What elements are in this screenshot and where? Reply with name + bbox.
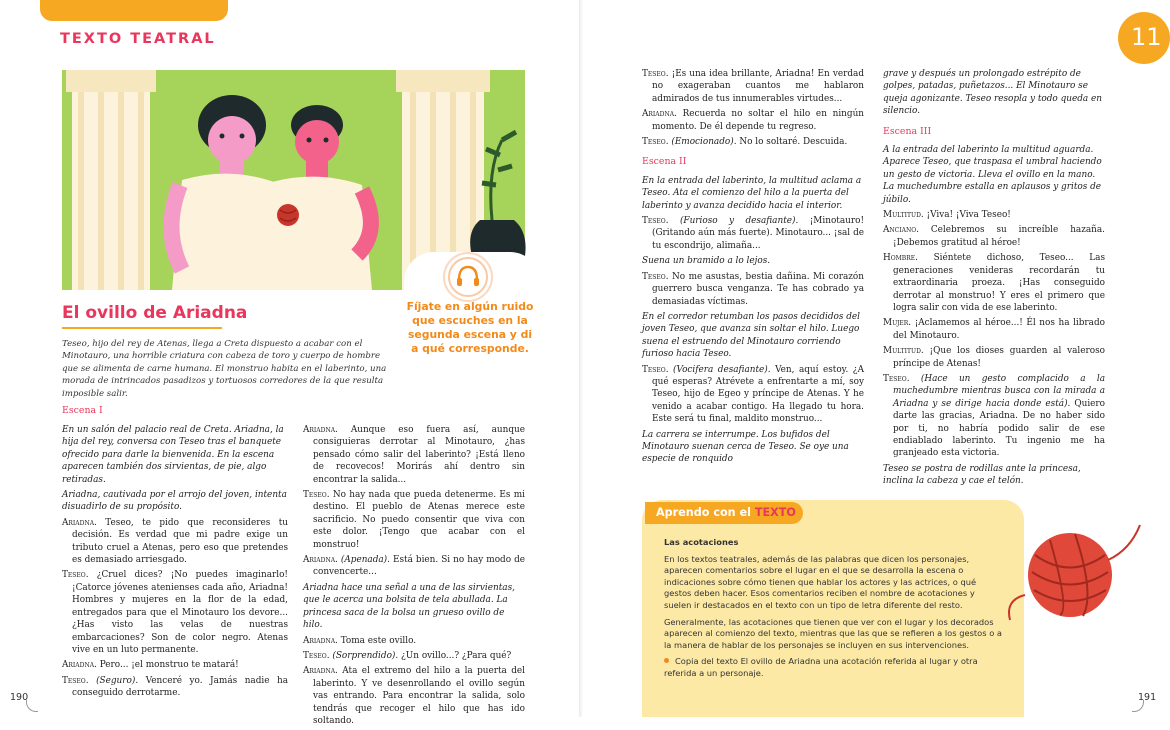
dialogue-text: No hay nada que pueda detenerme. Es mi destino. El pueblo de Atenas merece este sacrificio. No puedo consentir que viva con este dolor. ¡Tengo que acabar con el monstruo! — [313, 490, 525, 550]
stage-direction: A la entrada del laberinto la multitud aguarda. Aparece Teseo, que traspasa el umbral haciendo un gesto de victoria. Lleva el ovillo en la mano. La muchedumbre estalla en aplausos y gritos de júbilo. — [883, 145, 1102, 205]
acotacion-note: (Vocifera desafiante). — [673, 364, 771, 375]
aprendo-label — [656, 506, 796, 519]
aprendo-label-highlight: TEXTO — [754, 506, 796, 519]
dialogue-text: ¡Minotauro! (Gritando aún más fuerte). Minotauro... ¡sal de tu escondrijo, alimaña... — [652, 216, 865, 251]
dialogue-line — [883, 252, 1105, 314]
stage-direction: En el corredor retumban los pasos decididos del joven Teseo, que avanza sin soltar el hilo. Luego suena el estruendo del Minotauro corriendo furioso hacia Teseo. — [642, 311, 861, 360]
dialogue-text: Quiero darte las gracias, Ariadna. De no haber sido por ti, no habría podido salir de ese endiablado laberinto. Tu ingenio me ha granjeado esta victoria. — [893, 398, 1105, 459]
speaker-name: Ariadna. — [303, 635, 338, 646]
top-color-tab — [40, 0, 228, 21]
dialogue-line — [303, 489, 525, 551]
dialogue-line — [883, 317, 1105, 342]
aprendo-body — [664, 537, 1004, 685]
stage-direction: En un salón del palacio real de Creta. Ariadna, la hija del rey, conversa con Teseo tras el banquete ofrecido para darle la bienvenida. En la escena aparecen también dos sirvientas, de pie, algo retiradas. — [62, 425, 284, 485]
text-column-4 — [883, 68, 1105, 491]
stage-direction: La carrera se interrumpe. Los bufidos del Minotauro suenan cerca de Teseo. Se oye una especie de ronquido — [642, 429, 849, 465]
speaker-name: Multitud. — [883, 210, 924, 221]
aprendo-subtitle: Las acotaciones — [664, 537, 739, 547]
aprendo-bullet — [664, 656, 1004, 679]
headphones-badge — [445, 254, 491, 300]
speaker-name: Teseo. — [642, 69, 669, 79]
dialogue-line — [62, 569, 288, 656]
dialogue-text: ¡Es una idea brillante, Ariadna! En verdad no exageraban cuantos me hablaron admirados de tus innumerables virtudes... — [652, 69, 864, 104]
page-number-left: 190 — [10, 692, 29, 703]
dialogue-text: Toma este ovillo. — [340, 635, 417, 646]
dialogue-line — [303, 424, 525, 486]
dialogue-line — [883, 209, 1105, 221]
bullet-icon — [664, 658, 669, 663]
speaker-name: Ariadna. — [62, 517, 97, 528]
stage-direction: En la entrada del laberinto, la multitud aclama a Teseo. Ata el comienzo del hilo a la puerta del laberinto y avanza decidido hacia el interior. — [642, 175, 862, 211]
speaker-name: Multitud. — [883, 346, 924, 357]
acotacion-note: (Hace un gesto complacido a la muchedumbre mientras busca con la mirada a Ariadna y se dirige hacia donde está). — [893, 373, 1105, 409]
speaker-name: Mujer. — [883, 318, 912, 329]
acotacion-note: (Apenada). — [340, 555, 390, 566]
dialogue-text: ¿Cruel dices? ¡No puedes imaginarlo! ¡Catorce jóvenes atenienses cada año, Ariadna! Hombres y mujeres en la flor de la edad, entregados para que el Minotauro los devore... ¿Has visto las velas de nuestras embarcaciones? Son de color negro. Atenas vive en un luto permanente. — [72, 570, 288, 655]
speaker-name: Ariadna. — [303, 666, 338, 677]
dialogue-line — [62, 517, 288, 567]
dialogue-text: Teseo, te pido que reconsideres tu decisión. Es verdad que mi padre exige un tributo cruel a Atenas, pero eso que pretendes es demasiado arriesgado. — [72, 517, 288, 566]
scene-1-heading: Escena I — [62, 405, 103, 416]
speaker-name: Ariadna. — [303, 555, 338, 566]
dialogue-text: Pero... ¡el monstruo te matará! — [99, 660, 239, 671]
stage-direction: Teseo se postra de rodillas ante la princesa, inclina la cabeza y cae el telón. — [883, 463, 1081, 487]
aprendo-bullet-text: Copia del texto El ovillo de Ariadna una acotación referida al lugar y otra referida a un personaje. — [664, 656, 978, 678]
speaker-name: Anciano. — [883, 225, 919, 236]
stage-direction: Ariadna hace una señal a una de las sirvientas, que le acerca una bolsita de tela abullada. La princesa saca de la bolsa un grueso ovillo de hilo. — [303, 582, 515, 631]
dialogue-text: Ata el extremo del hilo a la puerta del laberinto. Y ve desenrollando el ovillo según vas entrando. Para encontrar la salida, solo tendrás que recoger el hilo que has ido soltando. — [313, 666, 525, 726]
dialogue-line — [62, 659, 288, 671]
headphones-icon — [445, 254, 491, 300]
dialogue-line — [883, 373, 1105, 460]
dialogue-text: Venceré yo. Jamás nadie ha conseguido derrotarme. — [72, 675, 289, 699]
stage-direction: Ariadna, cautivada por el arrojo del joven, intenta disuadirlo de su propósito. — [62, 490, 287, 513]
acotacion-note: (Emocionado). — [671, 137, 737, 148]
page-number-right: 191 — [1138, 692, 1157, 703]
dialogue-line — [303, 554, 525, 579]
story-intro: Teseo, hijo del rey de Atenas, llega a Creta dispuesto a acabar con el Minotauro, una horrible criatura con cabeza de toro y cuerpo de hombre que se alimenta de carne humana. El monstruo habita en el laberinto, una morada de intrincados pasadizos y tortuosos corredores de la que resulta imposible salir. — [62, 339, 387, 399]
dialogue-text: ¡Aclamemos al héroe...! Él nos ha librado del Minotauro. — [893, 318, 1105, 341]
speaker-name: Teseo. — [642, 271, 669, 282]
stage-direction: Suena un bramido a lo lejos. — [642, 256, 771, 267]
dialogue-line — [303, 650, 525, 662]
dialogue-line — [642, 136, 864, 148]
scene-heading: Escena III — [883, 125, 932, 137]
dialogue-text: Aunque eso fuera así, aunque consiguieras derrotar al Minotauro, ¿has pensado cómo salir del laberinto? ¡Está lleno de recovecos! Morirás ahí dentro sin encontrar la salida... — [313, 425, 525, 485]
dialogue-text: ¿Un ovillo...? ¿Para qué? — [401, 650, 512, 661]
dialogue-text: Recuerda no soltar el hilo en ningún momento. De él depende tu regreso. — [652, 109, 864, 132]
acotacion-note: (Sorprendido). — [332, 650, 399, 661]
title-underline — [62, 327, 222, 329]
speaker-name: Teseo. — [303, 490, 330, 501]
speaker-name: Teseo. — [62, 570, 89, 581]
dialogue-line — [642, 364, 864, 426]
tip-text: Fíjate en algún ruido que escuches en la segunda escena y di a qué corresponde. — [406, 300, 534, 355]
speaker-name: Ariadna. — [642, 109, 677, 120]
dialogue-text: Está bien. Si no hay modo de convencerte... — [313, 555, 526, 578]
text-column-1 — [62, 424, 288, 703]
speaker-name: Teseo. — [642, 137, 669, 148]
acotacion-note: (Seguro). — [96, 675, 139, 686]
speaker-name: Ariadna. — [303, 425, 338, 435]
dialogue-line — [642, 271, 864, 308]
aprendo-label-prefix: Aprendo con el — [656, 506, 751, 519]
dialogue-line — [883, 224, 1105, 249]
unit-number: 11 — [1131, 23, 1162, 51]
dialogue-text: ¡Que los dioses guarden al valeroso príncipe de Atenas! — [893, 346, 1105, 369]
acotacion-note: (Furioso y desafiante). — [679, 216, 799, 227]
dialogue-line — [883, 345, 1105, 370]
dialogue-line — [303, 665, 525, 727]
speaker-name: Teseo. — [883, 373, 910, 384]
dialogue-text: Siéntete dichoso, Teseo... Las generaciones venideras recordarán tu extraordinaria proeza. ¡Has conseguido derrotar al monstruo! Y eres el primero que logra salir con vida de ese laberinto. — [893, 253, 1105, 313]
story-title: El ovillo de Ariadna — [62, 303, 248, 323]
speaker-name: Teseo. — [62, 675, 89, 686]
dialogue-text: ¡Viva! ¡Viva Teseo! — [926, 210, 1011, 221]
speaker-name: Ariadna. — [62, 660, 97, 671]
speaker-name: Teseo. — [642, 216, 669, 227]
dialogue-text: Celebremos su increíble hazaña. ¡Debemos gratitud al héroe! — [893, 225, 1105, 248]
dialogue-line — [62, 675, 288, 700]
text-column-2 — [303, 424, 525, 730]
scene-heading: Escena II — [642, 156, 687, 168]
dialogue-line — [642, 68, 864, 105]
dialogue-text: Ven, aquí estoy. ¿A qué esperas? Atrévete a enfrentarte a mí, soy Teseo, hijo de Egeo y príncipe de Atenas. Y he venido a acabar contigo. Ha llegado tu hora. Este será tu final, maldito monstruo... — [652, 364, 864, 425]
yarn-ball-illustration — [1000, 510, 1150, 630]
dialogue-line — [642, 215, 864, 252]
aprendo-paragraph-2: Generalmente, las acotaciones que tienen que ver con el lugar y los decorados aparecen al comienzo del texto, mientras que las que se refieren a los gestos o a la manera de hablar de los personajes se incluyen en sus intervenciones. — [664, 616, 1002, 650]
section-title: TEXTO TEATRAL — [60, 31, 216, 47]
aprendo-paragraph-1: En los textos teatrales, además de las palabras que dicen los personajes, aparecen comentarios sobre el lugar en el que se desarrolla la escena o indicaciones sobre cómo tienen que hablar los actores y las actrices, o qué gestos deben hacer. Esos comentarios reciben el nombre de acotaciones y suelen ir destacados en el texto con un tipo de letra diferente del resto. — [664, 553, 977, 610]
dialogue-line — [303, 635, 525, 647]
speaker-name: Teseo. — [303, 650, 330, 661]
dialogue-text: No lo soltaré. Descuida. — [739, 137, 848, 148]
speaker-name: Teseo. — [642, 364, 669, 375]
stage-direction: grave y después un prolongado estrépito de golpes, patadas, puñetazos... El Minotauro se queja agonizante. Teseo resopla y todo queda en silencio. — [883, 69, 1103, 117]
speaker-name: Hombre. — [883, 253, 918, 264]
dialogue-text: No me asustas, bestia dañina. Mi corazón guerrero busca venganza. Te has cobrado ya demasiadas víctimas. — [652, 271, 864, 307]
dialogue-line — [642, 108, 864, 133]
text-column-3 — [642, 68, 864, 469]
